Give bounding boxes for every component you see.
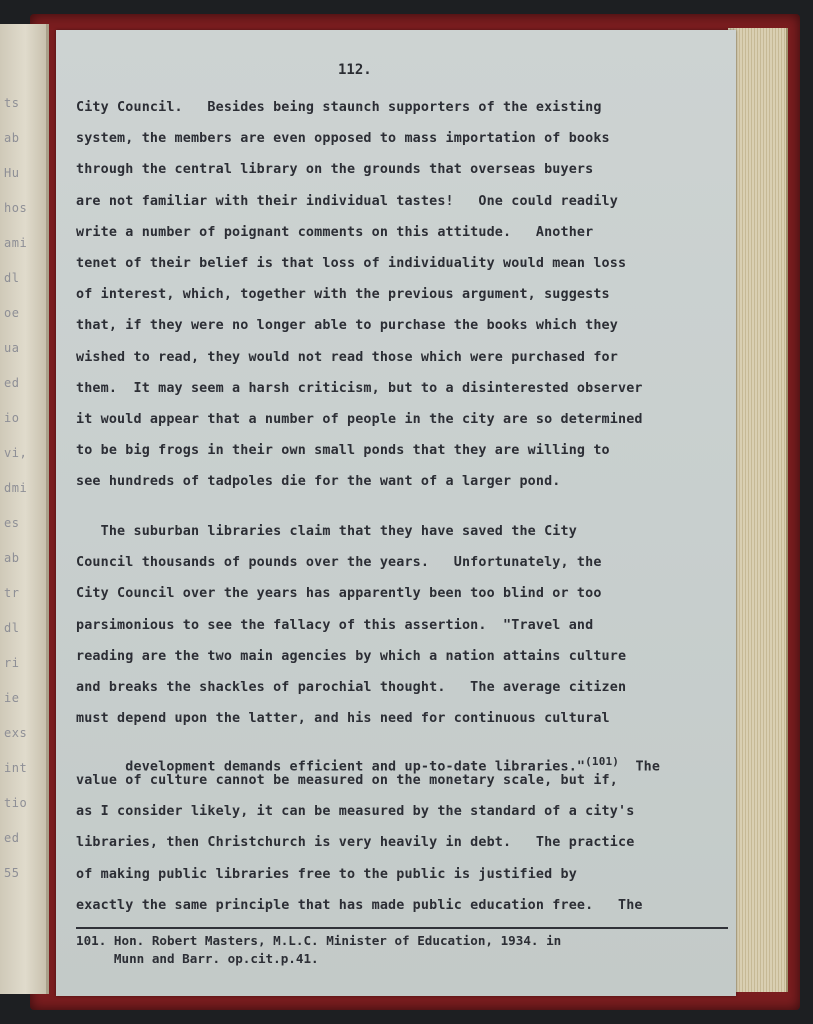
text-line: that, if they were no longer able to purchase the books which they	[76, 318, 618, 334]
reference-line-text: development demands efficient and up-to-date libraries."	[125, 759, 586, 775]
text-line: are not familiar with their individual tastes! One could readily	[76, 193, 618, 209]
reference-line-after: The	[619, 759, 661, 775]
left-page-fragment: Hu	[4, 166, 20, 180]
text-line: through the central library on the grounds that overseas buyers	[76, 162, 594, 178]
typed-page	[56, 30, 736, 996]
text-line: of interest, which, together with the previous argument, suggests	[76, 287, 610, 303]
left-page-fragment: ed	[4, 376, 20, 390]
left-page-fragment: ed	[4, 831, 20, 845]
text-line: reading are the two main agencies by which a nation attains culture	[76, 648, 627, 664]
footnote-divider	[76, 927, 728, 929]
left-page-fragment: es	[4, 516, 20, 530]
text-line: it would appear that a number of people in the city are so determined	[76, 412, 643, 427]
text-line: parsimonious to see the fallacy of this assertion. "Travel and	[76, 617, 594, 633]
text-line: them. It may seem a harsh criticism, but to a disinterested observer	[76, 380, 643, 396]
text-line: value of culture cannot be measured on the monetary scale, but if,	[76, 773, 618, 788]
left-page-fragment: io	[4, 411, 20, 425]
left-page-fragment: 55	[4, 866, 20, 880]
text-line: City Council. Besides being staunch supporters of the existing	[76, 100, 602, 115]
text-line: to be big frogs in their own small ponds that they are willing to	[76, 443, 610, 459]
left-page-fragment: ri	[4, 656, 20, 670]
left-page-fragment: ts	[4, 96, 20, 110]
text-line: Council thousands of pounds over the years. Unfortunately, the	[76, 555, 602, 571]
left-page-fragment: tio	[4, 796, 28, 810]
text-line: must depend upon the latter, and his need for continuous cultural	[76, 711, 610, 727]
left-page-fragment: ab	[4, 551, 20, 565]
left-page-fragment: int	[4, 761, 28, 775]
text-line: tenet of their belief is that loss of individuality would mean loss	[76, 256, 627, 271]
text-line: write a number of poignant comments on this attitude. Another	[76, 224, 594, 240]
text-line: see hundreds of tadpoles die for the want of a larger pond.	[76, 474, 561, 490]
text-line: 101. Hon. Robert Masters, M.L.C. Minister of Education, 1934. in	[76, 933, 562, 948]
page-number: 112.	[338, 62, 372, 78]
left-page-fragment: oe	[4, 306, 20, 320]
left-page-fragment: exs	[4, 726, 28, 740]
text-line: City Council over the years has apparently been too blind or too	[76, 586, 602, 602]
text-line: exactly the same principle that has made public education free. The	[76, 897, 643, 913]
text-line: as I consider likely, it can be measured by the standard of a city's	[76, 804, 635, 820]
left-page-fragment: dl	[4, 621, 20, 635]
left-page-fragment: dl	[4, 271, 20, 285]
page-stack-edges	[728, 28, 788, 992]
left-page-fragment: tr	[4, 586, 20, 600]
left-page-fragment: dmi	[4, 481, 28, 495]
text-line: Munn and Barr. op.cit.p.41.	[76, 951, 319, 966]
previous-page-edge	[0, 24, 49, 994]
text-line: system, the members are even opposed to mass importation of books	[76, 131, 610, 147]
left-page-fragment: ami	[4, 236, 28, 250]
text-line: libraries, then Christchurch is very heavily in debt. The practice	[76, 835, 635, 851]
text-line: wished to read, they would not read those which were purchased for	[76, 349, 618, 365]
footnote-reference: (101)	[585, 755, 620, 768]
text-line: The suburban libraries claim that they have saved the City	[76, 524, 577, 539]
left-page-fragment: hos	[4, 201, 28, 215]
left-page-fragment: ab	[4, 131, 20, 145]
text-line: and breaks the shackles of parochial thought. The average citizen	[76, 680, 627, 695]
left-page-fragment: ie	[4, 691, 20, 705]
text-line: of making public libraries free to the public is justified by	[76, 866, 577, 882]
left-page-fragment: vi,	[4, 446, 28, 460]
left-page-fragment: ua	[4, 341, 20, 355]
